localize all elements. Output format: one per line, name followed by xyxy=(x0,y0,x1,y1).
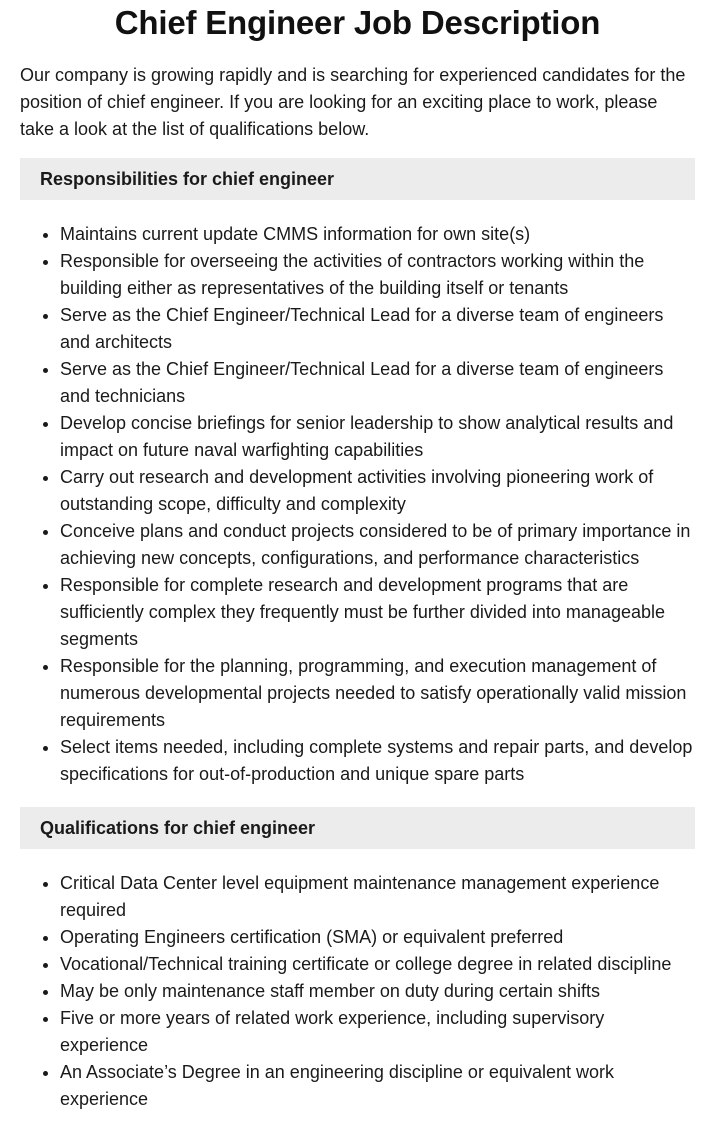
list-item: • Select items needed, including complete systems and repair parts, and develop specifications for out-of-production and unique spare parts xyxy=(60,734,695,788)
list-item: • Develop concise briefings for senior leadership to show analytical results and impact on future naval warfighting capabilities xyxy=(60,410,695,464)
responsibilities-list xyxy=(20,221,695,788)
list-item: • Responsible for the planning, programming, and execution management of numerous developmental projects needed to satisfy operationally valid mission requirements xyxy=(60,653,695,734)
list-item: • Responsible for complete research and development programs that are sufficiently complex they frequently must be further divided into manageable segments xyxy=(60,572,695,653)
list-item: • Conceive plans and conduct projects considered to be of primary importance in achieving new concepts, configurations, and performance characteristics xyxy=(60,518,695,572)
list-item: • Operating Engineers certification (SMA) or equivalent preferred xyxy=(60,924,695,951)
list-item: • Vocational/Technical training certificate or college degree in related discipline xyxy=(60,951,695,978)
list-item: • Responsible for overseeing the activities of contractors working within the building either as representatives of the building itself or tenants xyxy=(60,248,695,302)
list-item: • Serve as the Chief Engineer/Technical Lead for a diverse team of engineers and architects xyxy=(60,302,695,356)
page-title: Chief Engineer Job Description xyxy=(114,4,601,41)
list-item: • Serve as the Chief Engineer/Technical Lead for a diverse team of engineers and technicians xyxy=(60,356,695,410)
list-item: • Maintains current update CMMS information for own site(s) xyxy=(60,221,695,248)
list-item: • Carry out research and development activities involving pioneering work of outstanding scope, difficulty and complexity xyxy=(60,464,695,518)
responsibilities-heading: Responsibilities for chief engineer xyxy=(20,158,695,200)
intro-paragraph: Our company is growing rapidly and is searching for experienced candidates for the position of chief engineer. If you are looking for an exciting place to work, please take a look at the list of qualifications below. xyxy=(20,65,686,139)
qualifications-heading: Qualifications for chief engineer xyxy=(20,807,695,849)
list-item: • Critical Data Center level equipment maintenance management experience required xyxy=(60,870,695,924)
list-item: • May be only maintenance staff member on duty during certain shifts xyxy=(60,978,695,1005)
list-item: • Five or more years of related work experience, including supervisory experience xyxy=(60,1005,695,1059)
list-item: • An Associate’s Degree in an engineering discipline or equivalent work experience xyxy=(60,1059,695,1113)
qualifications-list xyxy=(20,870,695,1113)
